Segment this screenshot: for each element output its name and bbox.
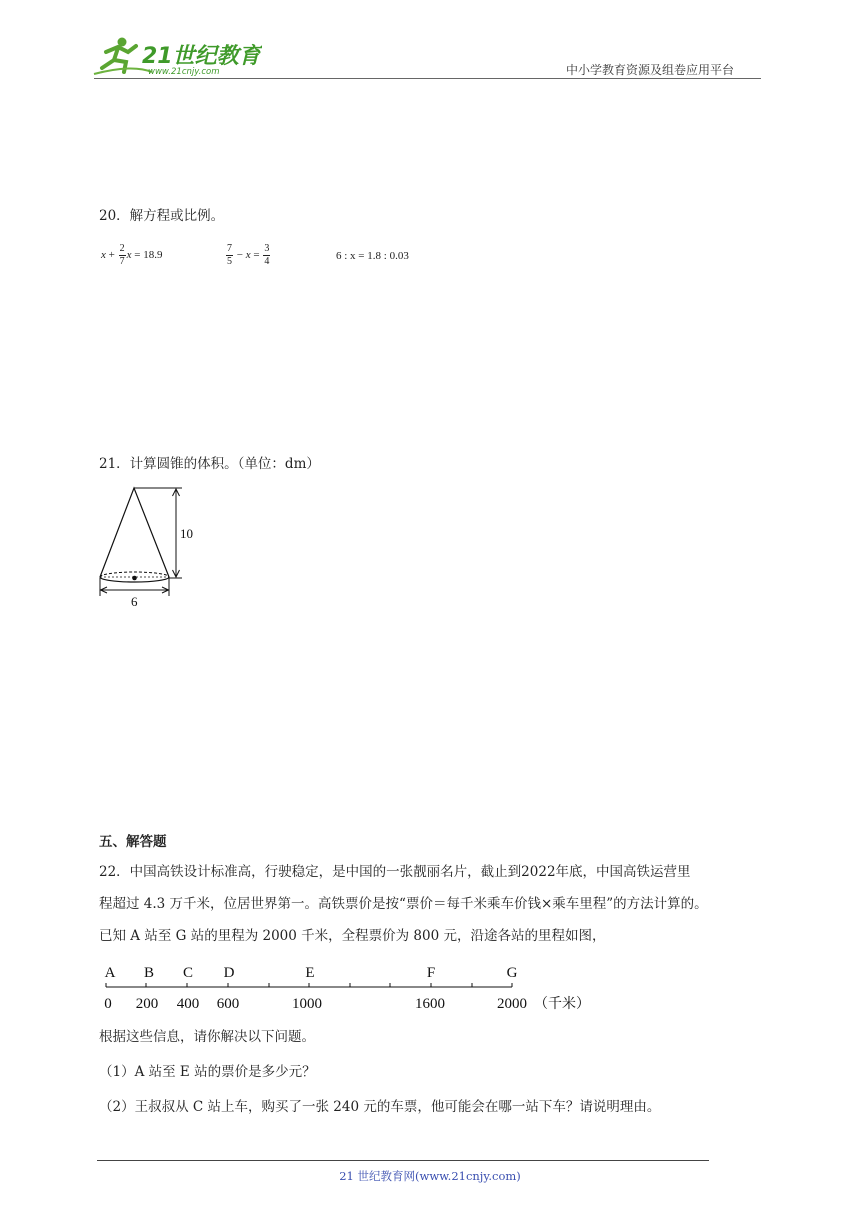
distance-label: 2000 xyxy=(497,996,527,1012)
site-logo xyxy=(92,34,262,78)
q20-equation-1: x + $\frac{2}{7}$ x = 18.9 xyxy=(101,243,163,267)
q22-line-2: 程超过 4.3 万千米，位居世界第一。高铁票价是按“票价＝每千米乘车价钱×乘车里程”的方法计算的。 xyxy=(99,896,708,912)
logo-title: 21世纪教育 xyxy=(142,44,261,69)
q20-title: 20．解方程或比例。 xyxy=(99,208,225,224)
distance-label: 400 xyxy=(176,996,200,1012)
q22-line-1: 22．中国高铁设计标准高，行驶稳定，是中国的一张靓丽名片，截止到2022年底，中国高铁运营里 xyxy=(99,864,691,880)
station-label-d: D xyxy=(223,965,235,981)
height-label: 10 xyxy=(180,526,193,541)
distance-label: 200 xyxy=(135,996,159,1012)
station-label-a: A xyxy=(104,965,116,981)
q22-sub-question-2: （2）王叔叔从 C 站上车，购买了一张 240 元的车票，他可能会在哪一站下车？请说明理由。 xyxy=(99,1099,661,1115)
distance-label: 0 xyxy=(104,996,112,1012)
q21-title: 21．计算圆锥的体积。（单位：dm） xyxy=(99,456,320,472)
footer-text: 21 世纪教育网(www.21cnjy.com) xyxy=(339,1169,521,1183)
footer-divider xyxy=(97,1160,709,1161)
station-label-c: C xyxy=(182,965,194,981)
section-title: 五、解答题 xyxy=(99,834,167,850)
q22-intro: 根据这些信息，请你解决以下问题。 xyxy=(99,1029,315,1045)
cone-slant-lines xyxy=(100,488,169,577)
station-label-e: E xyxy=(305,965,315,981)
railway-ticks xyxy=(106,983,512,987)
distance-label: 1600 xyxy=(415,996,445,1012)
distance-label: 600 xyxy=(216,996,240,1012)
q20-equation-3: 6 : x = 1.8 : 0.03 xyxy=(336,250,409,262)
runner-icon xyxy=(92,34,262,78)
diameter-label: 6 xyxy=(131,594,138,609)
header-divider xyxy=(94,78,761,79)
station-label-b: B xyxy=(143,965,155,981)
station-label-g: G xyxy=(506,965,518,981)
q20-equation-2: $\frac{7}{5}$ − x = $\frac{3}{4}$ xyxy=(227,243,270,267)
railway-distance-diagram xyxy=(94,958,614,1018)
distance-unit: （千米） xyxy=(534,996,590,1012)
cone-figure xyxy=(94,482,214,612)
cone-center-dot xyxy=(132,576,137,581)
distance-label: 1000 xyxy=(292,996,322,1012)
station-label-f: F xyxy=(426,965,436,981)
q22-line-3: 已知 A 站至 G 站的里程为 2000 千米，全程票价为 800 元，沿途各站的里程如图， xyxy=(99,928,606,944)
site-name: 中小学教育资源及组卷应用平台 xyxy=(566,63,735,77)
logo-url: www.21cnjy.com xyxy=(148,67,220,77)
q22-sub-question-1: （1）A 站至 E 站的票价是多少元？ xyxy=(99,1064,316,1080)
